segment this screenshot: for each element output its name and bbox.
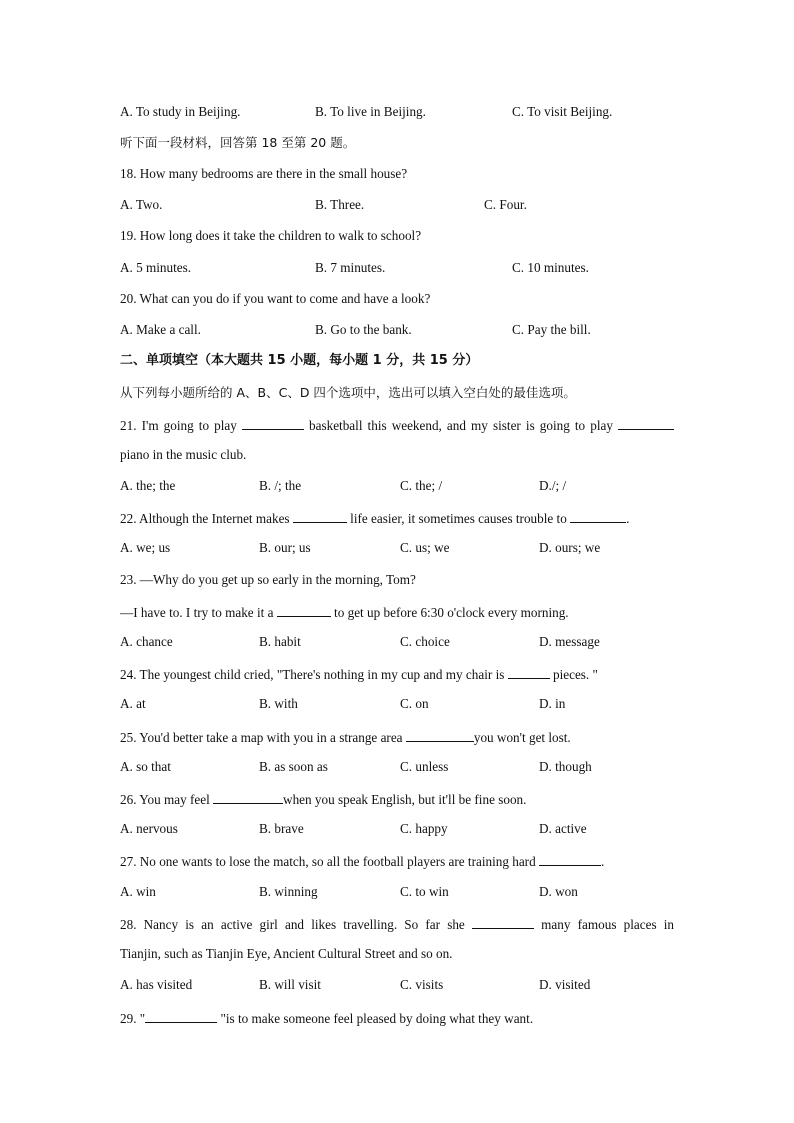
q21-option-d: D./; /: [539, 478, 567, 493]
q23-option-b: B. habit: [259, 634, 301, 649]
q27-text-1: 27. No one wants to lose the match, so all the football players are training hard: [120, 854, 536, 869]
q22-text-2: life easier, it sometimes causes trouble to: [350, 511, 567, 526]
q20-option-a: A. Make a call.: [120, 322, 201, 337]
q20-option-b: B. Go to the bank.: [315, 322, 412, 337]
q25-text-1: 25. You'd better take a map with you in a strange area: [120, 730, 403, 745]
section2-title: 二、单项填空（本大题共 15 小题，每小题 1 分，共 15 分）: [120, 353, 479, 368]
q25-text-2: you won't get lost.: [473, 730, 571, 745]
q29-blank: [145, 1009, 217, 1023]
q21-option-b: B. /; the: [259, 478, 302, 493]
q24-option-d: D. in: [539, 696, 566, 711]
q29-text-2: "is to make someone feel pleased by doing what they want.: [220, 1011, 534, 1026]
q27-option-b: B. winning: [259, 884, 318, 899]
q22-option-b: B. our; us: [259, 540, 311, 555]
q28-option-d: D. visited: [539, 977, 591, 992]
q20-option-c: C. Pay the bill.: [512, 322, 591, 337]
q28-option-a: A. has visited: [120, 977, 193, 992]
listening-instruction: 听下面一段材料，回答第 18 至第 20 题。: [120, 135, 356, 150]
q24-stem: [120, 665, 598, 683]
q23-option-d: D. message: [539, 634, 600, 649]
q18-option-a: A. Two.: [120, 197, 163, 212]
q28-stem-line2: Tianjin, such as Tianjin Eye, Ancient Cultural Street and so on.: [120, 946, 453, 961]
section2-instruction: 从下列每小题所给的 A、B、C、D 四个选项中，选出可以填入空白处的最佳选项。: [120, 385, 576, 400]
q19-option-b: B. 7 minutes.: [315, 260, 386, 275]
q23-option-a: A. chance: [120, 634, 173, 649]
q17-option-a: A. To study in Beijing.: [120, 104, 241, 119]
q29-text-1: 29. ": [120, 1011, 146, 1026]
q17-option-c: C. To visit Beijing.: [512, 104, 613, 119]
q21-option-a: A. the; the: [120, 478, 176, 493]
q22-stem: [120, 509, 629, 527]
q22-option-c: C. us; we: [400, 540, 450, 555]
q25-option-d: D. though: [539, 759, 592, 774]
q18-option-c: C. Four.: [484, 197, 527, 212]
q21-option-c: C. the; /: [400, 478, 443, 493]
q27-option-a: A. win: [120, 884, 156, 899]
q18-stem: 18. How many bedrooms are there in the small house?: [120, 166, 408, 181]
q26-option-d: D. active: [539, 821, 587, 836]
q26-option-c: C. happy: [400, 821, 448, 836]
q21-stem-line2: piano in the music club.: [120, 447, 247, 462]
q22-blank-2: [570, 509, 626, 523]
q26-stem: [120, 790, 526, 808]
q27-option-d: D. won: [539, 884, 578, 899]
q22-blank-1: [293, 509, 347, 523]
q21-text-1: 21. I'm going to play: [120, 418, 237, 433]
q28-blank: [472, 915, 534, 929]
q23-text-2: to get up before 6:30 o'clock every morning.: [334, 605, 569, 620]
q21-blank-2: [618, 416, 674, 430]
q23-stem-line1: 23. —Why do you get up so early in the morning, Tom?: [120, 572, 416, 587]
q27-blank: [539, 852, 601, 866]
q24-text-2: pieces. ": [552, 667, 598, 682]
q24-option-b: B. with: [259, 696, 298, 711]
q22-option-a: A. we; us: [120, 540, 171, 555]
q18-option-b: B. Three.: [315, 197, 365, 212]
q21-stem-line1: [120, 416, 674, 434]
q24-blank: [508, 665, 550, 679]
q26-text-1: 26. You may feel: [120, 792, 210, 807]
q23-blank: [277, 603, 331, 617]
q27-option-c: C. to win: [400, 884, 449, 899]
q24-option-c: C. on: [400, 696, 429, 711]
q26-option-a: A. nervous: [120, 821, 178, 836]
q23-text-1: —I have to. I try to make it a: [120, 605, 274, 620]
q20-stem: 20. What can you do if you want to come and have a look?: [120, 291, 431, 306]
q26-text-2: when you speak English, but it'll be fine soon.: [283, 792, 527, 807]
q28-text-1: 28. Nancy is an active girl and likes travelling. So far she: [120, 917, 465, 932]
q24-text-1: 24. The youngest child cried, "There's nothing in my cup and my chair is: [120, 667, 505, 682]
q25-stem: [120, 728, 571, 746]
q27-stem: [120, 852, 604, 870]
q21-text-2: basketball this weekend, and my sister is going to play: [309, 418, 613, 433]
q25-blank: [406, 728, 474, 742]
q17-option-b: B. To live in Beijing.: [315, 104, 426, 119]
q28-text-2: many famous places in: [541, 917, 675, 932]
q25-option-a: A. so that: [120, 759, 171, 774]
q19-stem: 19. How long does it take the children to walk to school?: [120, 228, 422, 243]
q22-option-d: D. ours; we: [539, 540, 601, 555]
q29-stem: [120, 1009, 533, 1027]
q24-option-a: A. at: [120, 696, 146, 711]
q23-stem-line2: [120, 603, 569, 621]
q28-option-c: C. visits: [400, 977, 444, 992]
q19-option-c: C. 10 minutes.: [512, 260, 589, 275]
q27-text-2: .: [600, 854, 605, 869]
q25-option-c: C. unless: [400, 759, 449, 774]
q22-text-1: 22. Although the Internet makes: [120, 511, 290, 526]
q28-stem-line1: [120, 915, 674, 933]
q19-option-a: A. 5 minutes.: [120, 260, 192, 275]
q21-blank-1: [242, 416, 304, 430]
q26-blank: [213, 790, 283, 804]
q28-option-b: B. will visit: [259, 977, 321, 992]
q23-option-c: C. choice: [400, 634, 450, 649]
q22-text-3: .: [626, 511, 630, 526]
q26-option-b: B. brave: [259, 821, 304, 836]
q25-option-b: B. as soon as: [259, 759, 328, 774]
